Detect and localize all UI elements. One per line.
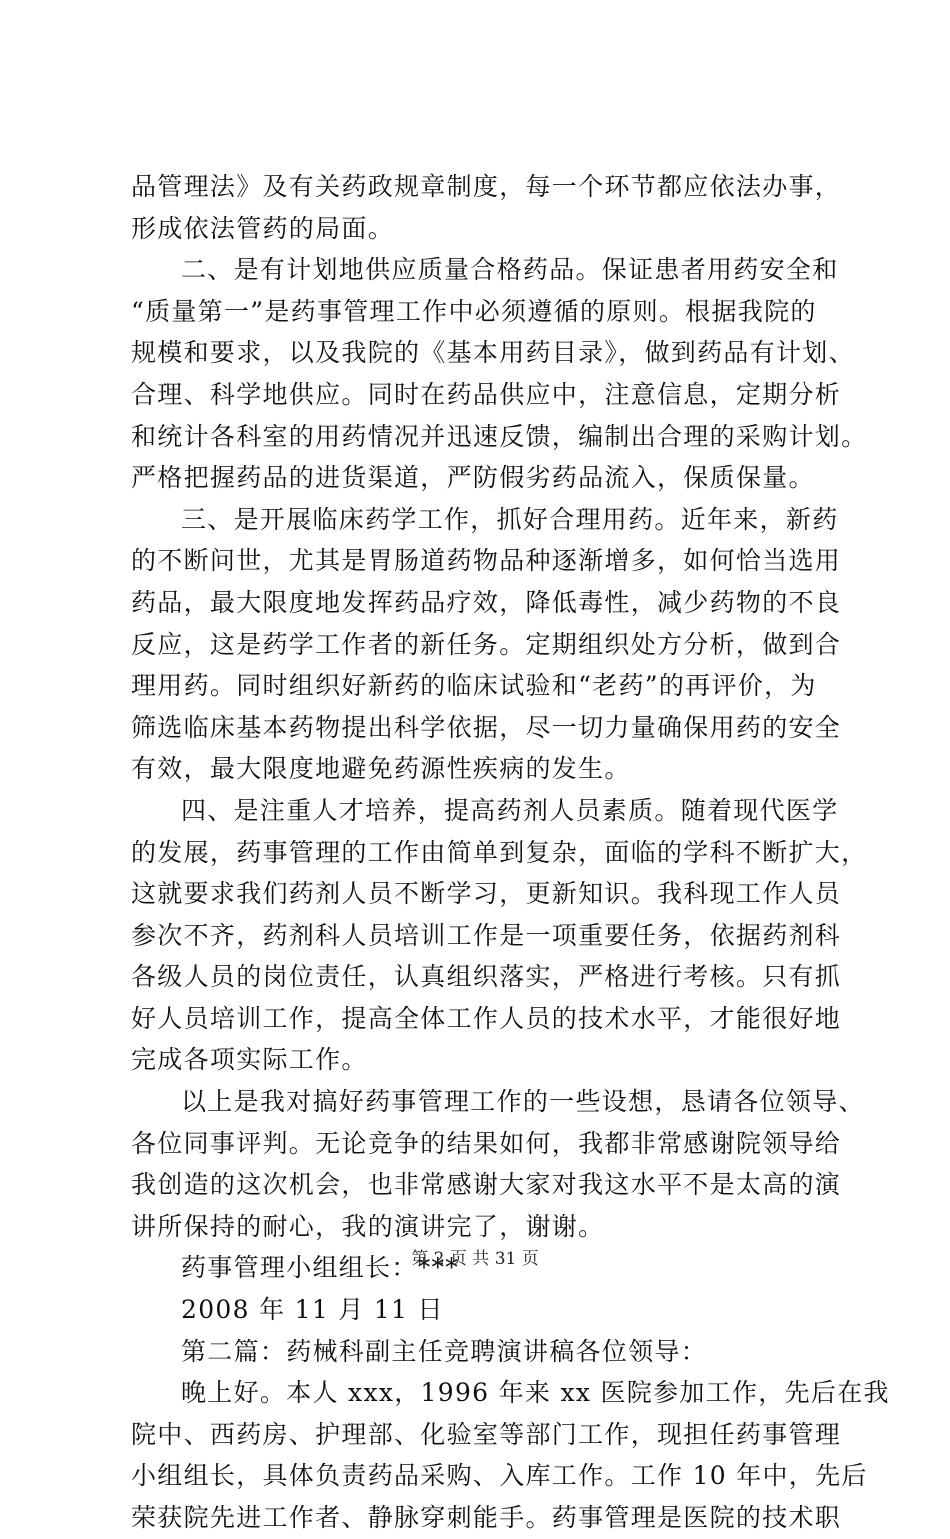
text-line: 第二篇：药械科副主任竞聘演讲稿各位领导： (181, 1336, 708, 1366)
text-line: 药事管理小组组长：*** (181, 1253, 460, 1283)
text-line: 严格把握药品的进货渠道，严防假劣药品流入，保质保量。 (131, 463, 815, 493)
text-line: 参次不齐，药剂科人员培训工作是一项重要任务，依据药剂科 (131, 920, 842, 950)
text-line: 小组组长，具体负责药品采购、入库工作。工作 10 年中，先后 (131, 1461, 868, 1491)
text-line: 规模和要求，以及我院的《基本用药目录》，做到药品有计划、 (131, 338, 855, 368)
text-line: 荣获院先进工作者、静脉穿刺能手。药事管理是医院的技术职 (131, 1503, 842, 1532)
text-line: 2008 年 11 月 11 日 (181, 1295, 444, 1325)
text-line: 的发展，药事管理的工作由简单到复杂，面临的学科不断扩大， (131, 837, 868, 867)
text-line: 药品，最大限度地发挥药品疗效，降低毒性，减少药物的不良 (131, 587, 842, 617)
text-line: 四、是注重人才培养，提高药剂人员素质。随着现代医学 (181, 795, 839, 825)
text-line: 各位同事评判。无论竞争的结果如何，我都非常感谢院领导给 (131, 1128, 842, 1158)
text-line: 讲所保持的耐心，我的演讲完了，谢谢。 (131, 1211, 605, 1241)
text-line: 的不断问世，尤其是胃肠道药物品种逐渐增多，如何恰当选用 (131, 546, 842, 576)
text-line: 理用药。同时组织好新药的临床试验和“老药”的再评价，为 (131, 671, 817, 701)
text-line: 这就要求我们药剂人员不断学习，更新知识。我科现工作人员 (131, 879, 842, 909)
text-line: 完成各项实际工作。 (131, 1045, 368, 1075)
text-line: 有效，最大限度地避免药源性疾病的发生。 (131, 754, 631, 784)
text-line: 形成依法管药的局面。 (131, 213, 395, 243)
text-line: “质量第一”是药事管理工作中必须遵循的原则。根据我院的 (131, 296, 817, 326)
text-line: 反应，这是药学工作者的新任务。定期组织处方分析，做到合 (131, 629, 842, 659)
page-footer: 第 2 页 共 31 页 (411, 1249, 539, 1269)
text-line: 筛选临床基本药物提出科学依据，尽一切力量确保用药的安全 (131, 712, 842, 742)
text-line: 品管理法》及有关药政规章制度，每一个环节都应依法办事， (131, 172, 842, 201)
text-line: 晚上好。本人 xxx，1996 年来 xx 医院参加工作，先后在我 (181, 1378, 890, 1408)
text-line: 院中、西药房、护理部、化验室等部门工作，现担任药事管理 (131, 1419, 842, 1449)
document-body (131, 166, 890, 1539)
text-line: 三、是开展临床药学工作，抓好合理用药。近年来，新药 (181, 504, 839, 534)
text-line: 二、是有计划地供应质量合格药品。保证患者用药安全和 (181, 255, 839, 285)
text-line: 各级人员的岗位责任，认真组织落实，严格进行考核。只有抓 (131, 962, 842, 992)
text-line: 和统计各科室的用药情况并迅速反馈，编制出合理的采购计划。 (131, 421, 868, 451)
text-line: 好人员培训工作，提高全体工作人员的技术水平，才能很好地 (131, 1003, 842, 1033)
text-line: 以上是我对搞好药事管理工作的一些设想，恳请各位领导、 (181, 1087, 865, 1117)
text-line: 我创造的这次机会，也非常感谢大家对我这水平不是太高的演 (131, 1170, 842, 1200)
text-line: 合理、科学地供应。同时在药品供应中，注意信息，定期分析 (131, 379, 842, 409)
